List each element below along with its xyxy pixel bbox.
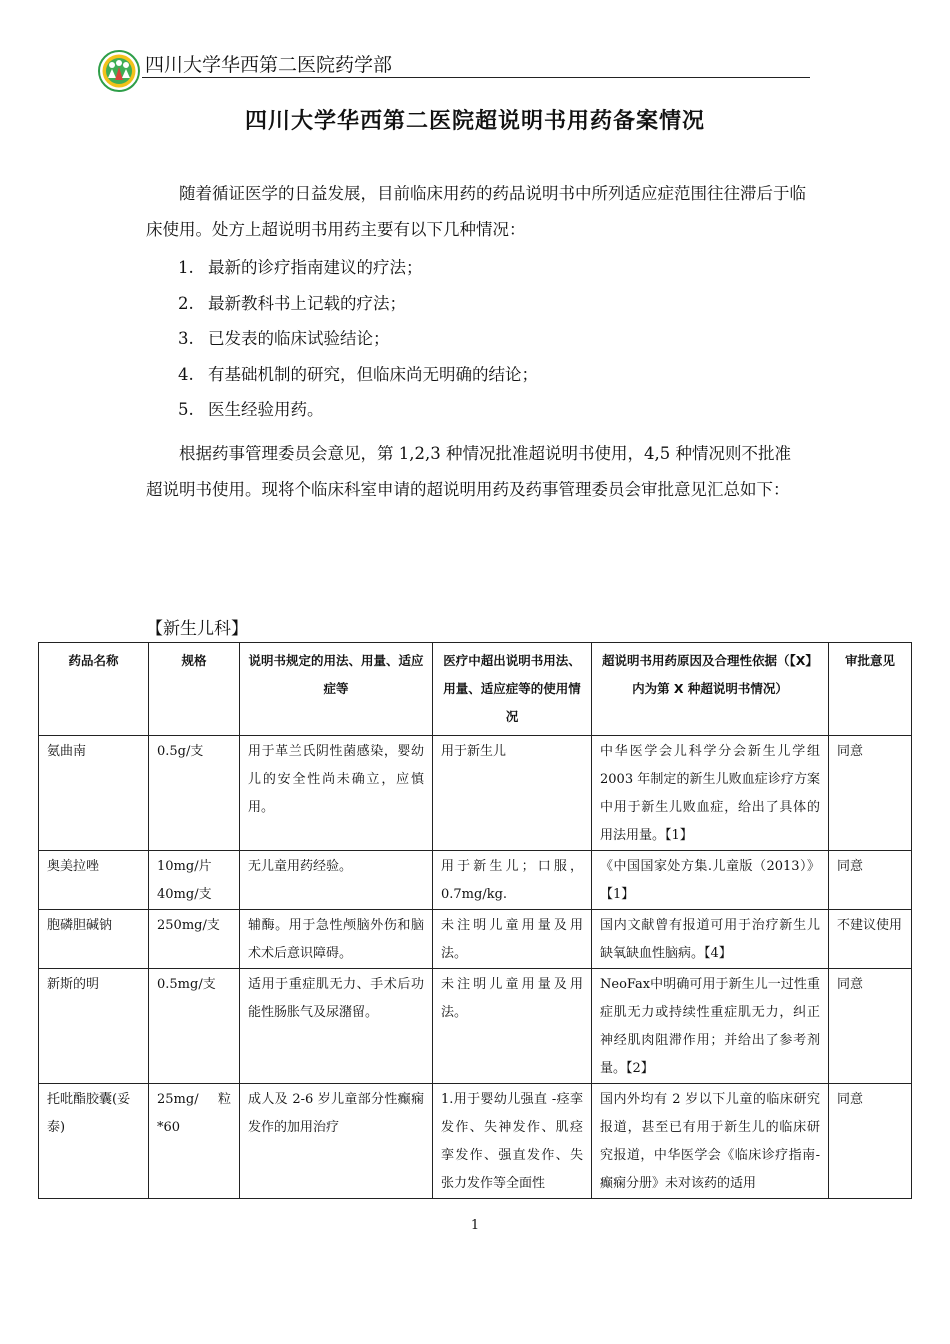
cell-reason: 国内文献曾有报道可用于治疗新生儿缺氧缺血性脑病。【4】 (592, 910, 829, 969)
header-offlabel-usage: 医疗中超出说明书用法、用量、适应症等的使用情况 (433, 643, 592, 736)
cell-label-usage: 适用于重症肌无力、手术后功能性肠胀气及尿潴留。 (240, 969, 433, 1084)
situation-list (178, 250, 538, 428)
table-row (39, 969, 912, 1084)
list-item: 2. 最新教科书上记载的疗法； (178, 293, 406, 313)
cell-reason: 中华医学会儿科学分会新生儿学组 2003 年制定的新生儿败血症诊疗方案中用于新生儿败血症，给出了具体的用法用量。【1】 (592, 736, 829, 851)
cell-offlabel-usage: 用于新生儿；口服，0.7mg/kg. (433, 851, 592, 910)
intro-paragraph: 随着循证医学的日益发展，目前临床用药的药品说明书中所列适应症范围往往滞后于临床使用。处方上超说明书用药主要有以下几种情况： (146, 184, 806, 239)
cell-label-usage: 成人及 2-6 岁儿童部分性癫痫发作的加用治疗 (240, 1084, 433, 1199)
page-header (98, 46, 810, 96)
header-reason: 超说明书用药原因及合理性依据（【X】内为第 X 种超说明书情况） (592, 643, 829, 736)
cell-reason: 国内外均有 2 岁以下儿童的临床研究报道，甚至已有用于新生儿的临床研究报道，中华医学会《临床诊疗指南-癫痫分册》未对该药的适用 (592, 1084, 829, 1199)
cell-spec: 0.5mg/支 (149, 969, 240, 1084)
cell-label-usage: 用于革兰氏阴性菌感染，婴幼儿的安全性尚未确立，应慎用。 (240, 736, 433, 851)
list-item: 4. 有基础机制的研究，但临床尚无明确的结论； (178, 364, 538, 384)
header-spec: 规格 (149, 643, 240, 736)
cell-opinion: 同意 (829, 1084, 912, 1199)
department-heading: 【新生儿科】 (146, 619, 248, 639)
header-divider (142, 77, 810, 78)
cell-drug-name: 胞磷胆碱钠 (39, 910, 149, 969)
table-header-row (39, 643, 912, 736)
document-title: 四川大学华西第二医院超说明书用药备案情况 (244, 109, 705, 134)
cell-spec: 25mg/ 粒 *60 (149, 1084, 240, 1199)
cell-label-usage: 无儿童用药经验。 (240, 851, 433, 910)
cell-reason: 《中国国家处方集.儿童版（2013）》【1】 (592, 851, 829, 910)
cell-drug-name: 奥美拉唑 (39, 851, 149, 910)
cell-drug-name: 氨曲南 (39, 736, 149, 851)
list-item: 5. 医生经验用药。 (178, 400, 324, 419)
list-item: 1. 最新的诊疗指南建议的疗法； (178, 258, 423, 277)
cell-opinion: 同意 (829, 851, 912, 910)
header-drug-name: 药品名称 (39, 643, 149, 736)
cell-reason: NeoFax中明确可用于新生儿一过性重症肌无力或持续性重症肌无力，纠正神经肌肉阻滞作用；并给出了参考剂量。【2】 (592, 969, 829, 1084)
cell-label-usage: 辅酶。用于急性颅脑外伤和脑术术后意识障碍。 (240, 910, 433, 969)
cell-offlabel-usage: 用于新生儿 (433, 736, 592, 851)
cell-drug-name: 新斯的明 (39, 969, 149, 1084)
table-row (39, 1084, 912, 1199)
conclusion-paragraph: 根据药事管理委员会意见，第 1,2,3 种情况批准超说明书使用，4,5 种情况则不批准超说明书使用。现将个临床科室申请的超说明用药及药事管理委员会审批意见汇总如下： (146, 444, 791, 499)
cell-offlabel-usage: 未注明儿童用量及用法。 (433, 969, 592, 1084)
offlabel-drug-table (38, 642, 912, 1199)
table-row (39, 736, 912, 851)
header-label-usage: 说明书规定的用法、用量、适应症等 (240, 643, 433, 736)
cell-offlabel-usage: 1.用于婴幼儿强直 -痉挛发作、失神发作、肌痉挛发作、强直发作、失张力发作等全面性 (433, 1084, 592, 1199)
org-name: 四川大学华西第二医院药学部 (145, 54, 393, 76)
table-row (39, 851, 912, 910)
cell-spec: 10mg/片 40mg/支 (149, 851, 240, 910)
table-row (39, 910, 912, 969)
header-opinion: 审批意见 (829, 643, 912, 736)
cell-opinion: 同意 (829, 969, 912, 1084)
cell-spec: 0.5g/支 (149, 736, 240, 851)
page-number: 1 (470, 1218, 480, 1233)
cell-spec: 250mg/支 (149, 910, 240, 969)
cell-offlabel-usage: 未注明儿童用量及用法。 (433, 910, 592, 969)
list-item: 3. 已发表的临床试验结论； (178, 329, 390, 348)
hospital-logo-icon (98, 50, 140, 92)
cell-opinion: 不建议使用 (829, 910, 912, 969)
cell-drug-name: 托吡酯胶囊(妥泰) (39, 1084, 149, 1199)
cell-opinion: 同意 (829, 736, 912, 851)
